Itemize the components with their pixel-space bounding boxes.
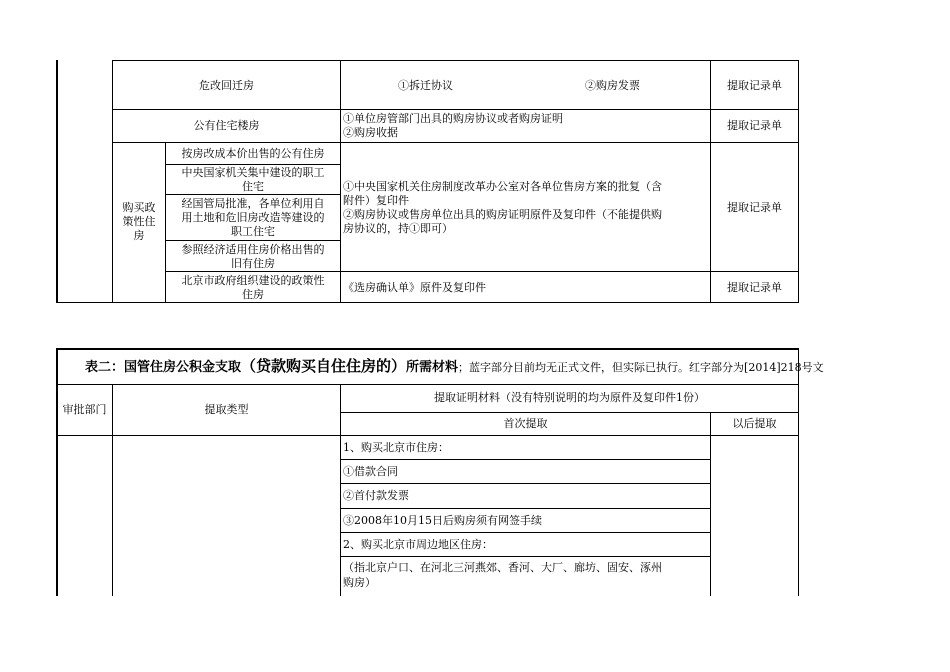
subtype-central-gov-housing-line1: 中央国家机关集中建设的职工 [181,166,325,179]
header-withdraw-type: 提取类型 [204,403,249,416]
doc-purchase-receipt: ②购房收据 [343,126,398,139]
action-withdraw-record: 提取记录单 [727,119,782,132]
action-withdraw-record: 提取记录单 [727,79,782,92]
doc-purchase-invoice: ②购房发票 [585,79,640,92]
item-surrounding-areas-line1: （指北京户口、在河北三河燕郊、香河、大厂、廊坊、固安、涿州 [343,561,662,574]
doc-central-reform-approval-line1: ①中央国家机关住房制度改革办公室对各单位售房方案的批复（含 [343,180,662,193]
table2-title-emphasis: （贷款购买自住住房的） [241,357,407,375]
subtype-beijing-policy-housing-line1: 北京市政府组织建设的政策性 [181,274,325,287]
item-online-signing: ③2008年10月15日后购房须有网签手续 [343,514,542,527]
item-down-payment-invoice: ②首付款发票 [343,489,409,502]
header-proof-materials: 提取证明材料（没有特别说明的均为原件及复印件1份） [434,391,705,404]
doc-central-reform-approval-line2: 附件）复印件 [343,194,409,207]
category-policy-housing-line1: 购买政 [122,201,156,214]
category-policy-housing-line2: 策性住 [122,215,156,228]
subtype-beijing-policy-housing-line2: 住房 [242,288,264,301]
item-loan-contract: ①借款合同 [343,465,398,478]
table2-title-suffix: 所需材料 [406,360,459,375]
doc-purchase-agreement-line2: 房协议的，持①即可） [343,222,453,235]
doc-house-selection-confirmation: 《选房确认单》原件及复印件 [343,281,486,294]
table2-title [85,356,824,378]
doc-purchase-agreement-line1: ②购房协议或售房单位出具的购房证明原件及复印件（不能提供购 [343,208,662,221]
subtype-approved-unit-housing-line3: 职工住宅 [231,225,275,238]
subtype-central-gov-housing-line2: 住宅 [242,180,264,193]
table2-note: ；蓝字部分目前均无正式文件，但实际已执行。红字部分为[2014]218号文 [458,361,824,374]
table2-title-prefix: 表二：国管住房公积金支取 [85,360,242,375]
action-withdraw-record: 提取记录单 [727,281,782,294]
header-approval-dept: 审批部门 [62,403,107,416]
row-type-public-housing: 公有住宅楼房 [193,119,260,132]
category-policy-housing-line3: 房 [133,229,145,242]
row-type-weigai: 危改回迁房 [199,79,254,92]
header-first-withdrawal: 首次提取 [503,417,548,430]
subtype-reform-cost-price: 按房改成本价出售的公有住房 [181,147,325,160]
subtype-affordable-old-housing-line1: 参照经济适用住房价格出售的 [181,243,325,256]
subtype-affordable-old-housing-line2: 旧有住房 [231,257,275,270]
action-withdraw-record: 提取记录单 [727,201,782,214]
item-surrounding-areas-line2: 购房） [343,576,376,589]
doc-demolition-agreement: ①拆迁协议 [398,79,453,92]
doc-unit-purchase-proof: ①单位房管部门出具的购房协议或者购房证明 [343,112,563,125]
item-buy-surrounding-housing: 2、购买北京市周边地区住房： [343,538,493,551]
header-later-withdrawal: 以后提取 [732,417,777,430]
subtype-approved-unit-housing-line2: 用土地和危旧房改造等建设的 [181,211,325,224]
subtype-approved-unit-housing-line1: 经国管局批准，各单位利用自 [181,197,325,210]
item-buy-beijing-housing: 1、购买北京市住房： [343,441,449,454]
